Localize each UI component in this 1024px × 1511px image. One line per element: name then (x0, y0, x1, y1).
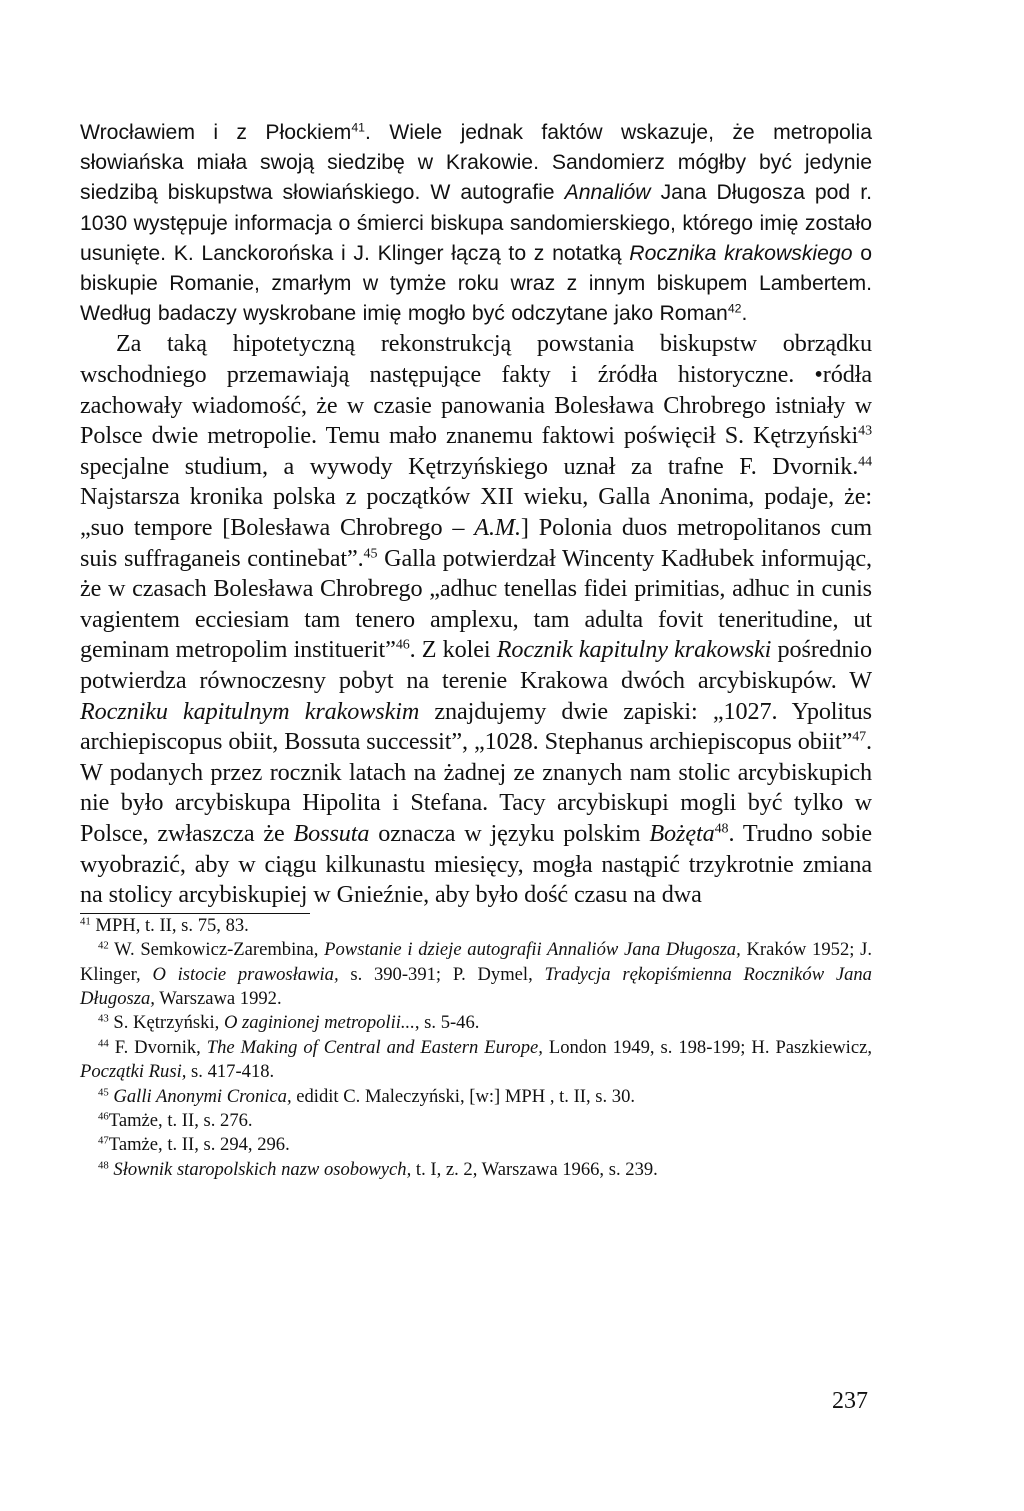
footnote-46 (80, 1109, 872, 1133)
paragraph-text: . (741, 302, 748, 326)
footnote-text: s. 417-418. (186, 1061, 275, 1083)
footnote-number: 48 (98, 1159, 109, 1172)
footnote-47 (80, 1133, 872, 1157)
footnote-number: 41 (80, 915, 91, 928)
body-paragraph-2 (80, 329, 872, 910)
paragraph-text: . W podanych przez rocznik latach na żadnej ze znanych nam stolic arcybiskupich nie było arcybiskupa Hipolita i Stefana. Tacy arcybiskupi mogli być tylko w Polsce, zwłaszcza że (80, 728, 872, 847)
italic-word: Bossuta (293, 819, 370, 847)
footnote-text: London 1949, s. 198-199; H. Paszkiewicz, (542, 1036, 872, 1058)
footnote-ref-43: 43 (858, 422, 872, 439)
footnote-text: F. Dvornik, (108, 1036, 207, 1058)
footnote-48 (80, 1158, 872, 1182)
footnote-number: 42 (98, 939, 109, 952)
footnote-45 (80, 1085, 872, 1109)
italic-title: Rocznika krakowskiego (629, 241, 853, 265)
paragraph-text: znajdujemy dwie zapiski: „1027. Ypolitus archiepiscopus obiit, Bossuta successit”, „1028. Stephanus archiepiscopus obiit” (80, 697, 872, 756)
footnote-italic-title: The Making of Central and Eastern Europe, (206, 1036, 543, 1058)
paragraph-text: Za taką hipotetyczną rekonstrukcją powstania biskupstw obrządku wschodniego przemawiają następujące fakty i źródła historyczne. •ródła zachowały wiadomość, że w czasie panowania Bolesława Chrobrego istniały w Polsce dwie metropolie. Temu mało znanemu faktowi poświęcił S. Kętrzyński (80, 330, 872, 450)
footnote-text: , s. 5-46. (414, 1012, 480, 1034)
footnote-italic-title: Słownik staropolskich nazw osobowych, (113, 1158, 412, 1180)
footnote-text: MPH, t. II, s. 75, 83. (90, 914, 249, 936)
footnote-text: Kraków 1952; J. Klinger, (80, 939, 872, 985)
footnote-text: t. I, z. 2, Warszawa 1966, s. 239. (411, 1158, 658, 1180)
italic-initials: A.M. (474, 513, 521, 541)
paragraph-text: . Wiele jednak faktów wskazuje, że metropolia słowiańska miała swoją siedzibę w Krakowie. Sandomierz mógłby być jedynie siedzibą biskupstwa słowiańskiego. W autografie (80, 121, 872, 205)
footnote-43 (80, 1011, 872, 1035)
paragraph-text: Galla potwierdzał Wincenty Kadłubek informując, że w czasach Bolesława Chrobrego „adhuc tenellas fidei primitias, adhuc in cunis vagientem ecciesiam tam tenero amplexu, tam adulta fovit teneritudine, ut geminam metropolim instituerit” (80, 544, 872, 664)
footnote-number: 44 (98, 1037, 109, 1050)
footnote-number: 45 (98, 1085, 109, 1098)
paragraph-text: oznacza w języku polskim (369, 819, 650, 847)
paragraph-text: specjalne studium, a wywody Kętrzyńskiego uznał za trafne F. Dvornik. (80, 452, 859, 480)
footnote-number: 46 (98, 1110, 109, 1123)
footnote-text: W. Semkowicz-Zarembina, (108, 939, 325, 961)
footnote-text: S. Kętrzyński, (108, 1012, 224, 1034)
footnote-text: Tamże, t. II, s. 276. (108, 1109, 253, 1131)
footnote-italic-title: O istocie prawosławia, (152, 963, 339, 985)
footnote-italic-title: O zaginionej metropolii... (223, 1012, 415, 1034)
paragraph-text: . Trudno sobie wyobrazić, aby w ciągu kilkunastu miesięcy, mogła nastąpić trzykrotnie zmiana na stolicy arcybiskupiej w Gnieźnie, aby było dość czasu na dwa (80, 819, 872, 909)
footnote-text: s. 390-391; P. Dymel, (338, 963, 545, 985)
footnote-ref-41: 41 (351, 120, 365, 135)
footnote-italic-title: Galli Anonymi Cronica, (113, 1085, 292, 1107)
footnote-ref-46: 46 (395, 636, 410, 653)
page-number: 237 (832, 1388, 868, 1414)
paragraph-text: pośrednio potwierdza równoczesny pobyt na terenie Krakowa dwóch arcybiskupów. W (80, 636, 873, 694)
paragraph-text: ] Polonia duos metropolitanos cum suis suffraganeis continebat”. (80, 513, 872, 572)
footnote-italic-title: Powstanie i dzieje autografii Annaliów Jana Długosza, (324, 939, 741, 961)
footnote-ref-47: 47 (852, 728, 867, 745)
paragraph-text: Wrocławiem i z Płockiem (80, 121, 352, 144)
footnote-number: 43 (98, 1012, 109, 1025)
footnote-42 (80, 938, 872, 1011)
paragraph-text: Jana Długosza pod r. 1030 występuje informacja o śmierci biskupa sandomierskiego, którego imię zostało usunięte. K. Lanckorońska i J. Klinger łączą to z notatką (80, 181, 872, 265)
footnote-44 (80, 1036, 872, 1085)
body-paragraph-1 (80, 118, 872, 329)
paragraph-text: Najstarsza kronika polska z początków XII wieku, Galla Anonima, podaje, że: „suo tempore [Bolesława Chrobrego – (80, 483, 872, 541)
footnote-italic-title: Początki Rusi, (80, 1061, 187, 1083)
footnote-italic-title: Tradycja rękopiśmienna Roczników Jana Długosza, (80, 963, 872, 1009)
footnote-41 (80, 914, 872, 938)
footnote-number: 47 (98, 1134, 109, 1147)
footnote-ref-45: 45 (363, 544, 378, 561)
italic-word: Bożęta (649, 819, 715, 847)
paragraph-text: . Z kolei (409, 636, 497, 664)
footnote-text: edidit C. Maleczyński, [w:] MPH , t. II, s. 30. (291, 1085, 636, 1107)
footnote-text: Tamże, t. II, s. 294, 296. (108, 1134, 290, 1156)
italic-title: Roczniku kapitulnym krakowskim (80, 697, 420, 725)
book-page (80, 118, 872, 1478)
italic-title: Rocznik kapitulny krakowski (496, 636, 772, 664)
paragraph-text: o biskupie Romanie, zmarłym w tymże roku wraz z innym biskupem Lambertem. Według badaczy wyskrobane imię mogło być odczytane jako Roman (80, 241, 872, 326)
footnote-ref-42: 42 (727, 301, 742, 316)
footnote-text: Warszawa 1992. (154, 987, 282, 1009)
footnotes-list (80, 914, 872, 1182)
italic-title: Annaliów (564, 181, 651, 205)
footnote-ref-48: 48 (714, 820, 729, 837)
footnote-ref-44: 44 (858, 453, 872, 470)
